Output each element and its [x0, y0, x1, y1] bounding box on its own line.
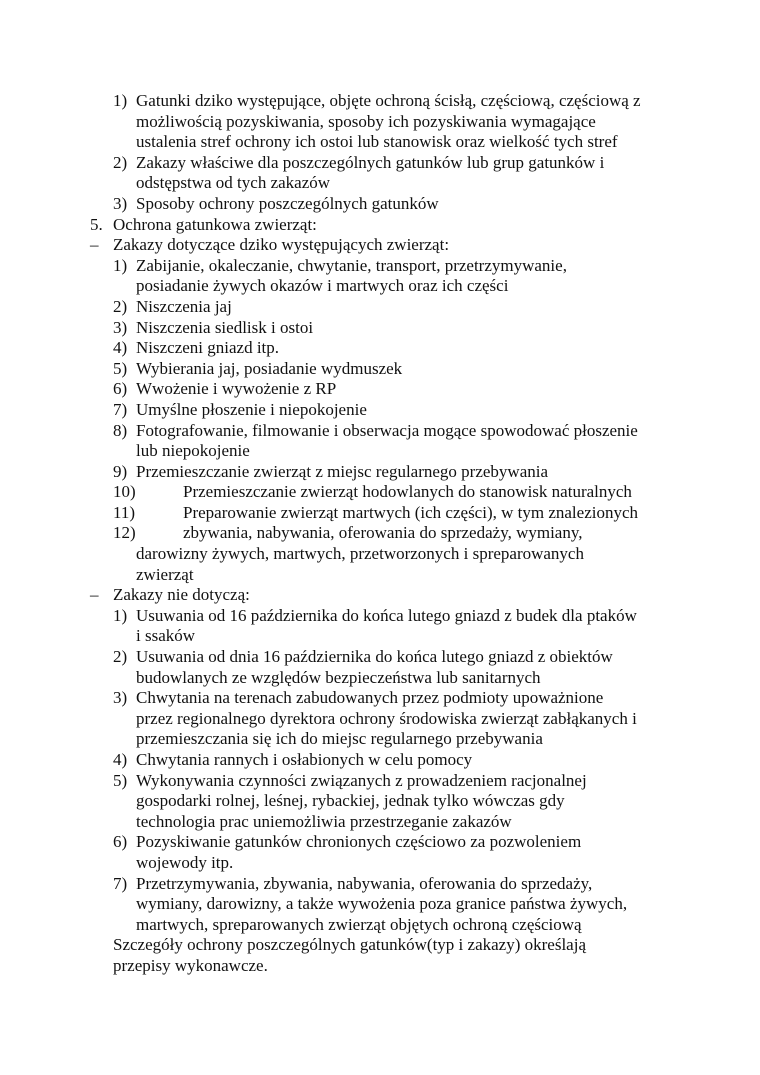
- item-text: Przemieszczanie zwierząt hodowlanych do stanowisk naturalnych: [183, 482, 632, 502]
- item-text-continuation: darowizny żywych, martwych, przetworzonych i spreparowanych: [136, 544, 584, 564]
- intro-list-item-2: [0, 153, 760, 194]
- item-text: Usuwania od dnia 16 października do końca lutego gniazd z obiektów: [136, 647, 613, 667]
- exceptions-header-text: Zakazy nie dotyczą:: [113, 585, 250, 605]
- line: [0, 421, 760, 442]
- line: [0, 297, 760, 318]
- item-number: 4): [113, 750, 128, 769]
- line: [0, 276, 760, 297]
- item-text: Preparowanie zwierząt martwych (ich części), w tym znalezionych: [183, 502, 639, 522]
- prohibitions-list-item-3: [0, 318, 760, 339]
- item-number: 1): [113, 605, 128, 625]
- item-text: Przetrzymywania, zbywania, nabywania, oferowania do sprzedaży,: [136, 873, 593, 893]
- exceptions-list-item-5: [0, 771, 760, 833]
- line: [0, 359, 760, 380]
- line: [0, 956, 760, 977]
- item-text-continuation: przez regionalnego dyrektora ochrony środowiska zwierząt zabłąkanych i: [136, 708, 637, 728]
- prohibitions-header-text: Zakazy dotyczące dziko występujących zwierząt:: [113, 235, 450, 255]
- exceptions-list-item-6: [0, 832, 760, 873]
- item-text: Niszczeni gniazd itp.: [136, 338, 280, 358]
- line: [0, 812, 760, 833]
- item-text: Zabijanie, okaleczanie, chwytanie, transport, przetrzymywanie,: [136, 255, 567, 275]
- line: [0, 379, 760, 400]
- exceptions-list-item-3: [0, 688, 760, 750]
- item-number: 6): [113, 832, 128, 852]
- item-number: 4): [113, 338, 128, 358]
- item-number: 7): [113, 399, 128, 419]
- section-heading: [0, 215, 760, 236]
- item-text: Zakazy właściwe dla poszczególnych gatunków lub grup gatunków i: [136, 152, 605, 172]
- line: [0, 626, 760, 647]
- line: [0, 256, 760, 277]
- line: [0, 173, 760, 194]
- prohibitions-list-item-9: [0, 462, 760, 483]
- item-text-continuation: technologia prac uniemożliwia przestrzeganie zakazów: [136, 811, 512, 831]
- line: [0, 400, 760, 421]
- exceptions-list-item-2: [0, 647, 760, 688]
- prohibitions-list-item-4: [0, 338, 760, 359]
- line: [0, 771, 760, 792]
- line: [0, 318, 760, 339]
- item-text: Sposoby ochrony poszczególnych gatunków: [136, 193, 439, 213]
- line: [0, 544, 760, 565]
- prohibitions-list-item-7: [0, 400, 760, 421]
- item-text: Niszczenia jaj: [136, 296, 232, 316]
- line: [0, 215, 760, 236]
- item-text-continuation: odstępstwa od tych zakazów: [136, 173, 331, 193]
- intro-list-item-3: [0, 194, 760, 215]
- prohibitions-list-item-10: [0, 482, 760, 503]
- item-number: 10): [113, 482, 136, 502]
- item-text-continuation: i ssaków: [136, 626, 196, 646]
- prohibitions-list-item-8: [0, 421, 760, 462]
- item-text: Wykonywania czynności związanych z prowadzeniem racjonalnej: [136, 770, 587, 790]
- section-heading-text: Ochrona gatunkowa zwierząt:: [113, 214, 317, 234]
- line: [0, 153, 760, 174]
- item-text-continuation: gospodarki rolnej, leśnej, rybackiej, jednak tylko wówczas gdy: [136, 791, 565, 811]
- item-text: Chwytania rannych i osłabionych w celu pomocy: [136, 750, 473, 769]
- line: [0, 647, 760, 668]
- item-number: 12): [113, 523, 136, 543]
- line: [0, 91, 760, 112]
- line: [0, 132, 760, 153]
- line: [0, 750, 760, 771]
- line: [0, 915, 760, 936]
- prohibitions-list-item-5: [0, 359, 760, 380]
- item-number: 8): [113, 420, 128, 440]
- item-number: 2): [113, 647, 128, 667]
- item-text-continuation: zwierząt: [136, 564, 194, 584]
- line: [0, 235, 760, 256]
- item-text: Fotografowanie, filmowanie i obserwacja mogące spowodować płoszenie: [136, 420, 638, 440]
- prohibitions-list-item-6: [0, 379, 760, 400]
- item-text-continuation: martwych, spreparowanych zwierząt objętych ochroną częściową: [136, 914, 582, 934]
- prohibitions-list-item-2: [0, 297, 760, 318]
- item-text-continuation: możliwością pozyskiwania, sposoby ich pozyskiwania wymagające: [136, 111, 596, 131]
- item-text: Usuwania od 16 października do końca lutego gniazd z budek dla ptaków: [136, 605, 637, 625]
- prohibitions-list-item-12: [0, 523, 760, 585]
- item-number: 5): [113, 358, 128, 378]
- line: [0, 585, 760, 606]
- prohibitions-list-item-11: [0, 503, 760, 524]
- item-text-continuation: budowlanych ze względów bezpieczeństwa lub sanitarnych: [136, 667, 541, 687]
- item-text: Pozyskiwanie gatunków chronionych częściowo za pozwoleniem: [136, 832, 582, 852]
- exceptions-list-item-1: [0, 606, 760, 647]
- line: [0, 709, 760, 730]
- item-number: 5): [113, 770, 128, 790]
- item-number: 3): [113, 317, 128, 337]
- line: [0, 729, 760, 750]
- line: [0, 482, 760, 503]
- item-text-continuation: ustalenia stref ochrony ich ostoi lub stanowisk oraz wielkość tych stref: [136, 132, 618, 152]
- item-number: 1): [113, 255, 128, 275]
- line: [0, 935, 760, 956]
- item-number: 7): [113, 873, 128, 893]
- item-text: zbywania, nabywania, oferowania do sprzedaży, wymiany,: [183, 523, 583, 543]
- line: [0, 441, 760, 462]
- item-text-continuation: przemieszczania się ich do miejsc regularnego przebywania: [136, 729, 543, 749]
- line: [0, 565, 760, 586]
- closing-text: przepisy wykonawcze.: [113, 955, 268, 975]
- item-number: 3): [113, 193, 128, 213]
- line: [0, 853, 760, 874]
- item-text: Wybierania jaj, posiadanie wydmuszek: [136, 358, 403, 378]
- closing-paragraph: [0, 935, 760, 976]
- item-text-continuation: lub niepokojenie: [136, 441, 250, 461]
- line: [0, 523, 760, 544]
- item-text-continuation: posiadanie żywych okazów i martwych oraz ich części: [136, 276, 509, 296]
- prohibitions-header-marker: –: [90, 235, 99, 255]
- item-text: Chwytania na terenach zabudowanych przez podmioty upoważnione: [136, 688, 604, 708]
- line: [0, 194, 760, 215]
- line: [0, 894, 760, 915]
- prohibitions-header: [0, 235, 760, 256]
- closing-text: Szczegóły ochrony poszczególnych gatunków(typ i zakazy) określają: [113, 935, 586, 955]
- line: [0, 338, 760, 359]
- item-number: 9): [113, 461, 128, 481]
- exceptions-header: [0, 585, 760, 606]
- line: [0, 874, 760, 895]
- exceptions-list-item-7: [0, 874, 760, 936]
- item-number: 2): [113, 296, 128, 316]
- item-text-continuation: wojewody itp.: [136, 852, 234, 872]
- item-text: Umyślne płoszenie i niepokojenie: [136, 399, 367, 419]
- item-number: 6): [113, 379, 128, 399]
- item-number: 11): [113, 502, 136, 522]
- exceptions-list-item-4: [0, 750, 760, 771]
- item-number: 3): [113, 688, 128, 708]
- line: [0, 462, 760, 483]
- section-heading-marker: 5.: [90, 214, 103, 234]
- line: [0, 668, 760, 689]
- line: [0, 112, 760, 133]
- item-number: 2): [113, 152, 128, 172]
- item-number: 1): [113, 91, 128, 110]
- item-text: Niszczenia siedlisk i ostoi: [136, 317, 314, 337]
- item-text: Przemieszczanie zwierząt z miejsc regularnego przebywania: [136, 461, 549, 481]
- line: [0, 606, 760, 627]
- document-content: [0, 91, 760, 977]
- line: [0, 832, 760, 853]
- exceptions-header-marker: –: [90, 585, 99, 605]
- line: [0, 791, 760, 812]
- item-text: Gatunki dziko występujące, objęte ochroną ścisłą, częściową, częściową z: [136, 91, 641, 110]
- line: [0, 688, 760, 709]
- prohibitions-list-item-1: [0, 256, 760, 297]
- item-text: Wwożenie i wywożenie z RP: [136, 379, 337, 399]
- intro-list-item-1: [0, 91, 760, 153]
- item-text-continuation: wymiany, darowizny, a także wywożenia poza granice państwa żywych,: [136, 894, 628, 914]
- line: [0, 503, 760, 524]
